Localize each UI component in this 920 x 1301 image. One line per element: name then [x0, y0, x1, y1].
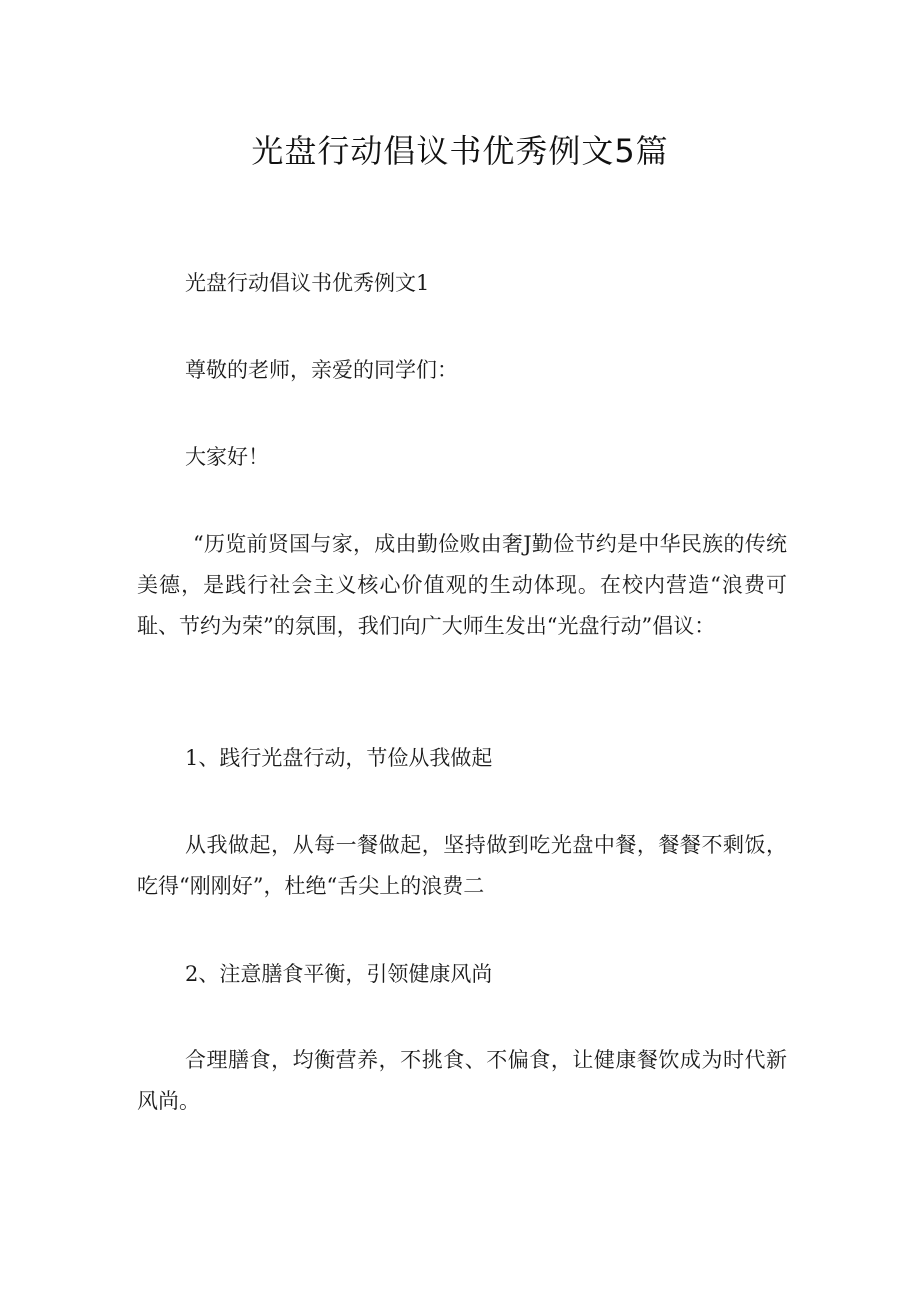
item1-heading: 1、践行光盘行动，节俭从我做起: [185, 746, 493, 770]
salutation: 尊敬的老师，亲爱的同学们：: [185, 358, 458, 382]
item2-body: 合理膳食，均衡营养，不挑食、不偏食，让健康餐饮成为时代新风尚。: [137, 1048, 787, 1113]
intro-paragraph: “历览前贤国与家，成由勤俭败由奢J勤俭节约是中华民族的传统美德，是践行社会主义核心价值观的生动体现。在校内营造“浪费可耻、节约为荣”的氛围，我们向广大师生发出“光盘行动”倡议：: [137, 532, 787, 638]
item1-body: 从我做起，从每一餐做起，坚持做到吃光盘中餐，餐餐不剩饭，吃得“刚刚好”，杜绝“舌尖上的浪费二: [137, 833, 787, 898]
greeting: 大家好！: [185, 445, 269, 469]
item2-heading: 2、注意膳食平衡，引领健康风尚: [185, 962, 493, 986]
document-title: 光盘行动倡议书优秀例文5篇: [251, 132, 669, 170]
section-heading: 光盘行动倡议书优秀例文1: [185, 271, 430, 295]
